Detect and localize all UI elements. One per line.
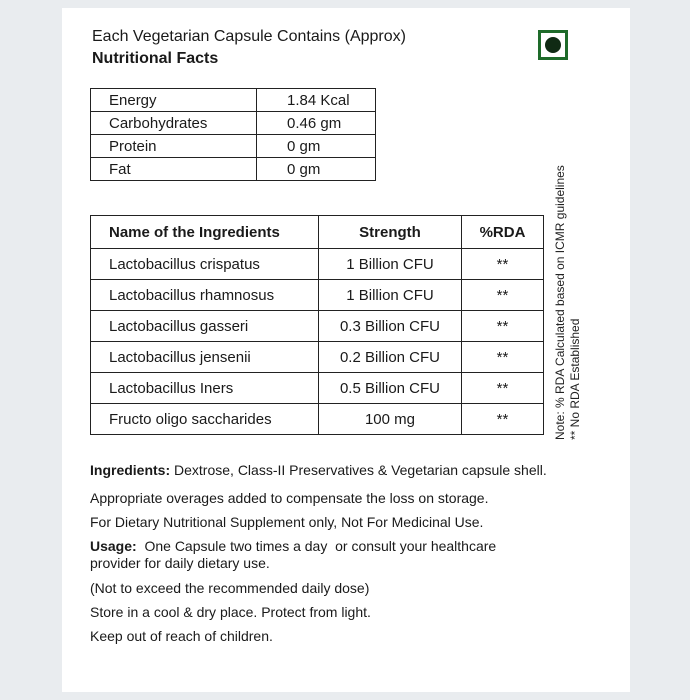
table-row xyxy=(91,158,376,181)
table-row xyxy=(91,280,544,311)
children-warning-text: Keep out of reach of children. xyxy=(90,628,273,644)
rda-note-line1: Note: % RDA Calculated based on ICMR guidelines xyxy=(553,165,567,440)
usage-text-continued: provider for daily dietary use. xyxy=(90,555,270,571)
ingredient-strength: 100 mg xyxy=(319,404,462,435)
table-row xyxy=(91,249,544,280)
ingredient-rda: ** xyxy=(462,311,544,342)
nutrient-name: Protein xyxy=(91,135,257,158)
vegetarian-dot xyxy=(545,37,561,53)
ingredients-table xyxy=(90,215,544,435)
ingredient-name: Lactobacillus rhamnosus xyxy=(91,280,319,311)
ingredient-name: Fructo oligo saccharides xyxy=(91,404,319,435)
usage-text: One Capsule two times a day or consult your healthcare xyxy=(136,538,497,554)
storage-text: Store in a cool & dry place. Protect from light. xyxy=(90,604,371,620)
column-header-strength: Strength xyxy=(319,216,462,249)
nutrient-value: 0.46 gm xyxy=(257,112,376,135)
table-row xyxy=(91,404,544,435)
nutritional-facts-heading: Nutritional Facts xyxy=(92,50,219,67)
ingredient-rda: ** xyxy=(462,249,544,280)
nutrient-value: 0 gm xyxy=(257,135,376,158)
ingredient-name: Lactobacillus gasseri xyxy=(91,311,319,342)
ingredients-text: Dextrose, Class-II Preservatives & Vegetarian capsule shell. xyxy=(170,462,547,478)
nutrition-table xyxy=(90,88,376,181)
ingredient-rda: ** xyxy=(462,373,544,404)
nutrient-name: Energy xyxy=(91,89,257,112)
column-header-rda: %RDA xyxy=(462,216,544,249)
nutrient-name: Carbohydrates xyxy=(91,112,257,135)
ingredient-name: Lactobacillus Iners xyxy=(91,373,319,404)
ingredient-rda: ** xyxy=(462,404,544,435)
dose-text: (Not to exceed the recommended daily dose) xyxy=(90,580,370,596)
table-row xyxy=(91,373,544,404)
ingredient-strength: 0.5 Billion CFU xyxy=(319,373,462,404)
vegetarian-mark-icon xyxy=(538,30,568,60)
dietary-text: For Dietary Nutritional Supplement only, Not For Medicinal Use. xyxy=(90,514,484,530)
table-row xyxy=(91,342,544,373)
column-header-name: Name of the Ingredients xyxy=(91,216,319,249)
nutrient-name: Fat xyxy=(91,158,257,181)
ingredients-label: Ingredients: xyxy=(90,462,171,478)
ingredient-strength: 1 Billion CFU xyxy=(319,249,462,280)
overages-text: Appropriate overages added to compensate the loss on storage. xyxy=(90,490,489,506)
table-row xyxy=(91,311,544,342)
ingredient-strength: 0.2 Billion CFU xyxy=(319,342,462,373)
ingredients-line xyxy=(90,462,547,479)
table-row xyxy=(91,112,376,135)
capsule-contents-heading: Each Vegetarian Capsule Contains (Approx) xyxy=(92,28,406,45)
ingredient-rda: ** xyxy=(462,342,544,373)
rda-note-line2: ** No RDA Established xyxy=(568,318,582,440)
usage-line xyxy=(90,538,496,555)
ingredient-name: Lactobacillus jensenii xyxy=(91,342,319,373)
table-row xyxy=(91,89,376,112)
ingredient-strength: 0.3 Billion CFU xyxy=(319,311,462,342)
ingredient-rda: ** xyxy=(462,280,544,311)
nutrient-value: 0 gm xyxy=(257,158,376,181)
ingredient-name: Lactobacillus crispatus xyxy=(91,249,319,280)
usage-label: Usage: xyxy=(90,538,137,554)
rda-note xyxy=(553,165,583,440)
nutrient-value: 1.84 Kcal xyxy=(257,89,376,112)
table-header-row xyxy=(91,216,544,249)
table-row xyxy=(91,135,376,158)
ingredient-strength: 1 Billion CFU xyxy=(319,280,462,311)
